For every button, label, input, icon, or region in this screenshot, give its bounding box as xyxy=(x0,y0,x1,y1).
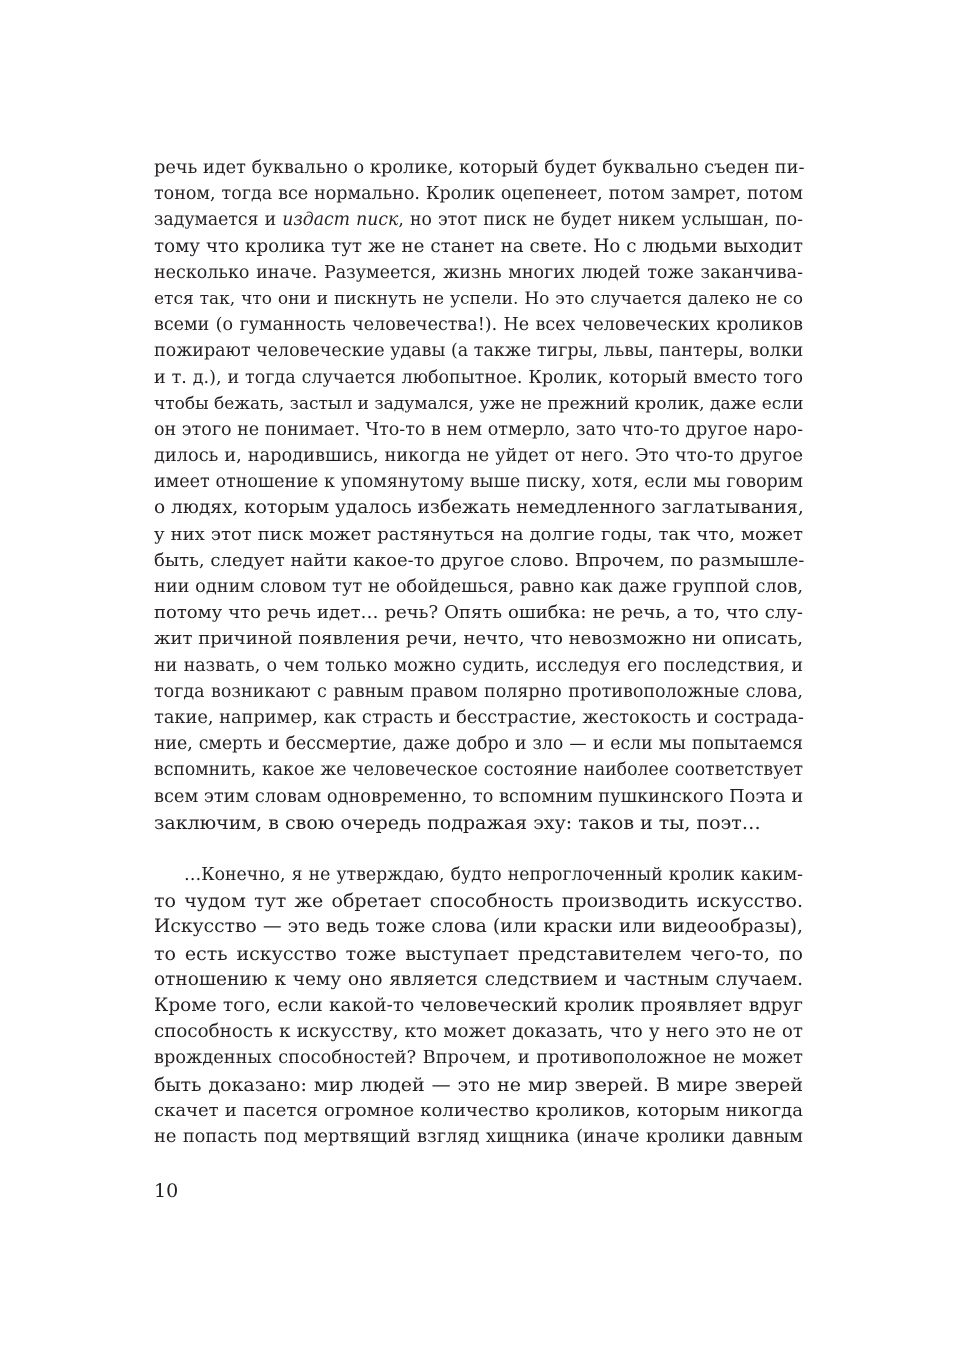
text-line: дилось и, народившись, никогда не уйдет от него. Это что-то другое xyxy=(154,446,803,467)
page-number: 10 xyxy=(154,1180,179,1202)
text-line: скачет и пасется огромное количество кроликов, которым никогда xyxy=(154,1099,803,1121)
paragraph-2 xyxy=(154,862,803,1150)
text-line: потому что речь идет… речь? Опять ошибка: не речь, а то, что слу- xyxy=(154,602,803,624)
text-line: чтобы бежать, застыл и задумался, уже не прежний кролик, даже если xyxy=(154,393,804,414)
text-line: нии одним словом тут не обойдешься, равно как даже группой слов, xyxy=(154,577,803,597)
text-line: то есть искусство тоже выступает представителем чего-то, по xyxy=(154,942,803,965)
text-line: способность к искусству, кто может доказать, что у него это не от xyxy=(154,1021,803,1043)
text-line: быть доказано: мир людей — это не мир зверей. В мире зверей xyxy=(154,1073,803,1096)
text-line: не попасть под мертвящий взгляд хищника (иначе кролики давным xyxy=(154,1126,803,1147)
paragraph-1 xyxy=(154,155,803,836)
text-line: такие, например, как страсть и бесстрастие, жестокость и сострада- xyxy=(154,707,804,728)
text-segment: , но этот писк не будет никем услышан, по- xyxy=(398,210,804,231)
text-line: заключим, в свою очередь подражая эху: таков и ты, поэт… xyxy=(154,811,761,834)
text-line-with-emphasis xyxy=(154,207,803,233)
text-line: тоном, тогда все нормально. Кролик оцепенеет, потом замрет, потом xyxy=(154,184,803,205)
text-line: он этого не понимает. Что-то в нем отмерло, зато что-то другое наро- xyxy=(154,419,803,440)
text-line: …Конечно, я не утверждаю, будто непроглоченный кролик каким- xyxy=(184,865,803,885)
text-line: быть, следует найти какое-то другое слово. Впрочем, по размышле- xyxy=(154,549,805,571)
text-line: вспомнить, какое же человеческое состояние наиболее соответствует xyxy=(154,760,803,781)
text-line: то чудом тут же обретает способность производить искусство. xyxy=(154,890,803,913)
text-line: тому что кролика тут же не станет на свете. Но с людьми выходит xyxy=(154,235,803,257)
text-line: имеет отношение к упомянутому выше писку, хотя, если мы говорим xyxy=(154,472,803,493)
text-line: ние, смерть и бессмертие, даже добро и зло — и если мы попытаемся xyxy=(154,734,803,755)
emphasized-text: издаст писк xyxy=(282,210,399,231)
text-line: всем этим словам одновременно, то вспомним пушкинского Поэта и xyxy=(154,786,804,807)
text-line: отношению к чему оно является следствием и частным случаем. xyxy=(154,968,803,990)
text-line: тогда возникают с равным правом полярно противоположные слова, xyxy=(154,681,803,702)
text-line: ни назвать, о чем только можно судить, исследуя его последствия, и xyxy=(154,655,803,676)
text-line: несколько иначе. Разумеется, жизнь многих людей тоже заканчива- xyxy=(154,262,803,283)
text-line: жит причиной появления речи, нечто, что невозможно ни описать, xyxy=(154,628,803,650)
text-line: и т. д.), и тогда случается любопытное. Кролик, который вместо того xyxy=(154,367,803,388)
text-line: всеми (о гуманность человечества!). Не всех человеческих кроликов xyxy=(154,315,803,336)
text-line: ется так, что они и пискнуть не успели. Но это случается далеко не со xyxy=(154,288,803,309)
text-line: у них этот писк может растянуться на долгие годы, так что, может xyxy=(154,523,803,545)
text-line: пожирают человеческие удавы (а также тигры, львы, пантеры, волки xyxy=(154,341,804,362)
text-line: речь идет буквально о кролике, который будет буквально съеден пи- xyxy=(154,158,805,178)
text-line: о людях, которым удалось избежать немедленного заглатывания, xyxy=(154,497,804,519)
text-line: врожденных способностей? Впрочем, и противоположное не может xyxy=(154,1048,803,1069)
text-line: Кроме того, если какой-то человеческий кролик проявляет вдруг xyxy=(154,994,803,1016)
text-line: Искусство — это ведь тоже слова (или краски или видеообразы), xyxy=(154,916,803,938)
text-segment: задумается и xyxy=(154,210,283,231)
